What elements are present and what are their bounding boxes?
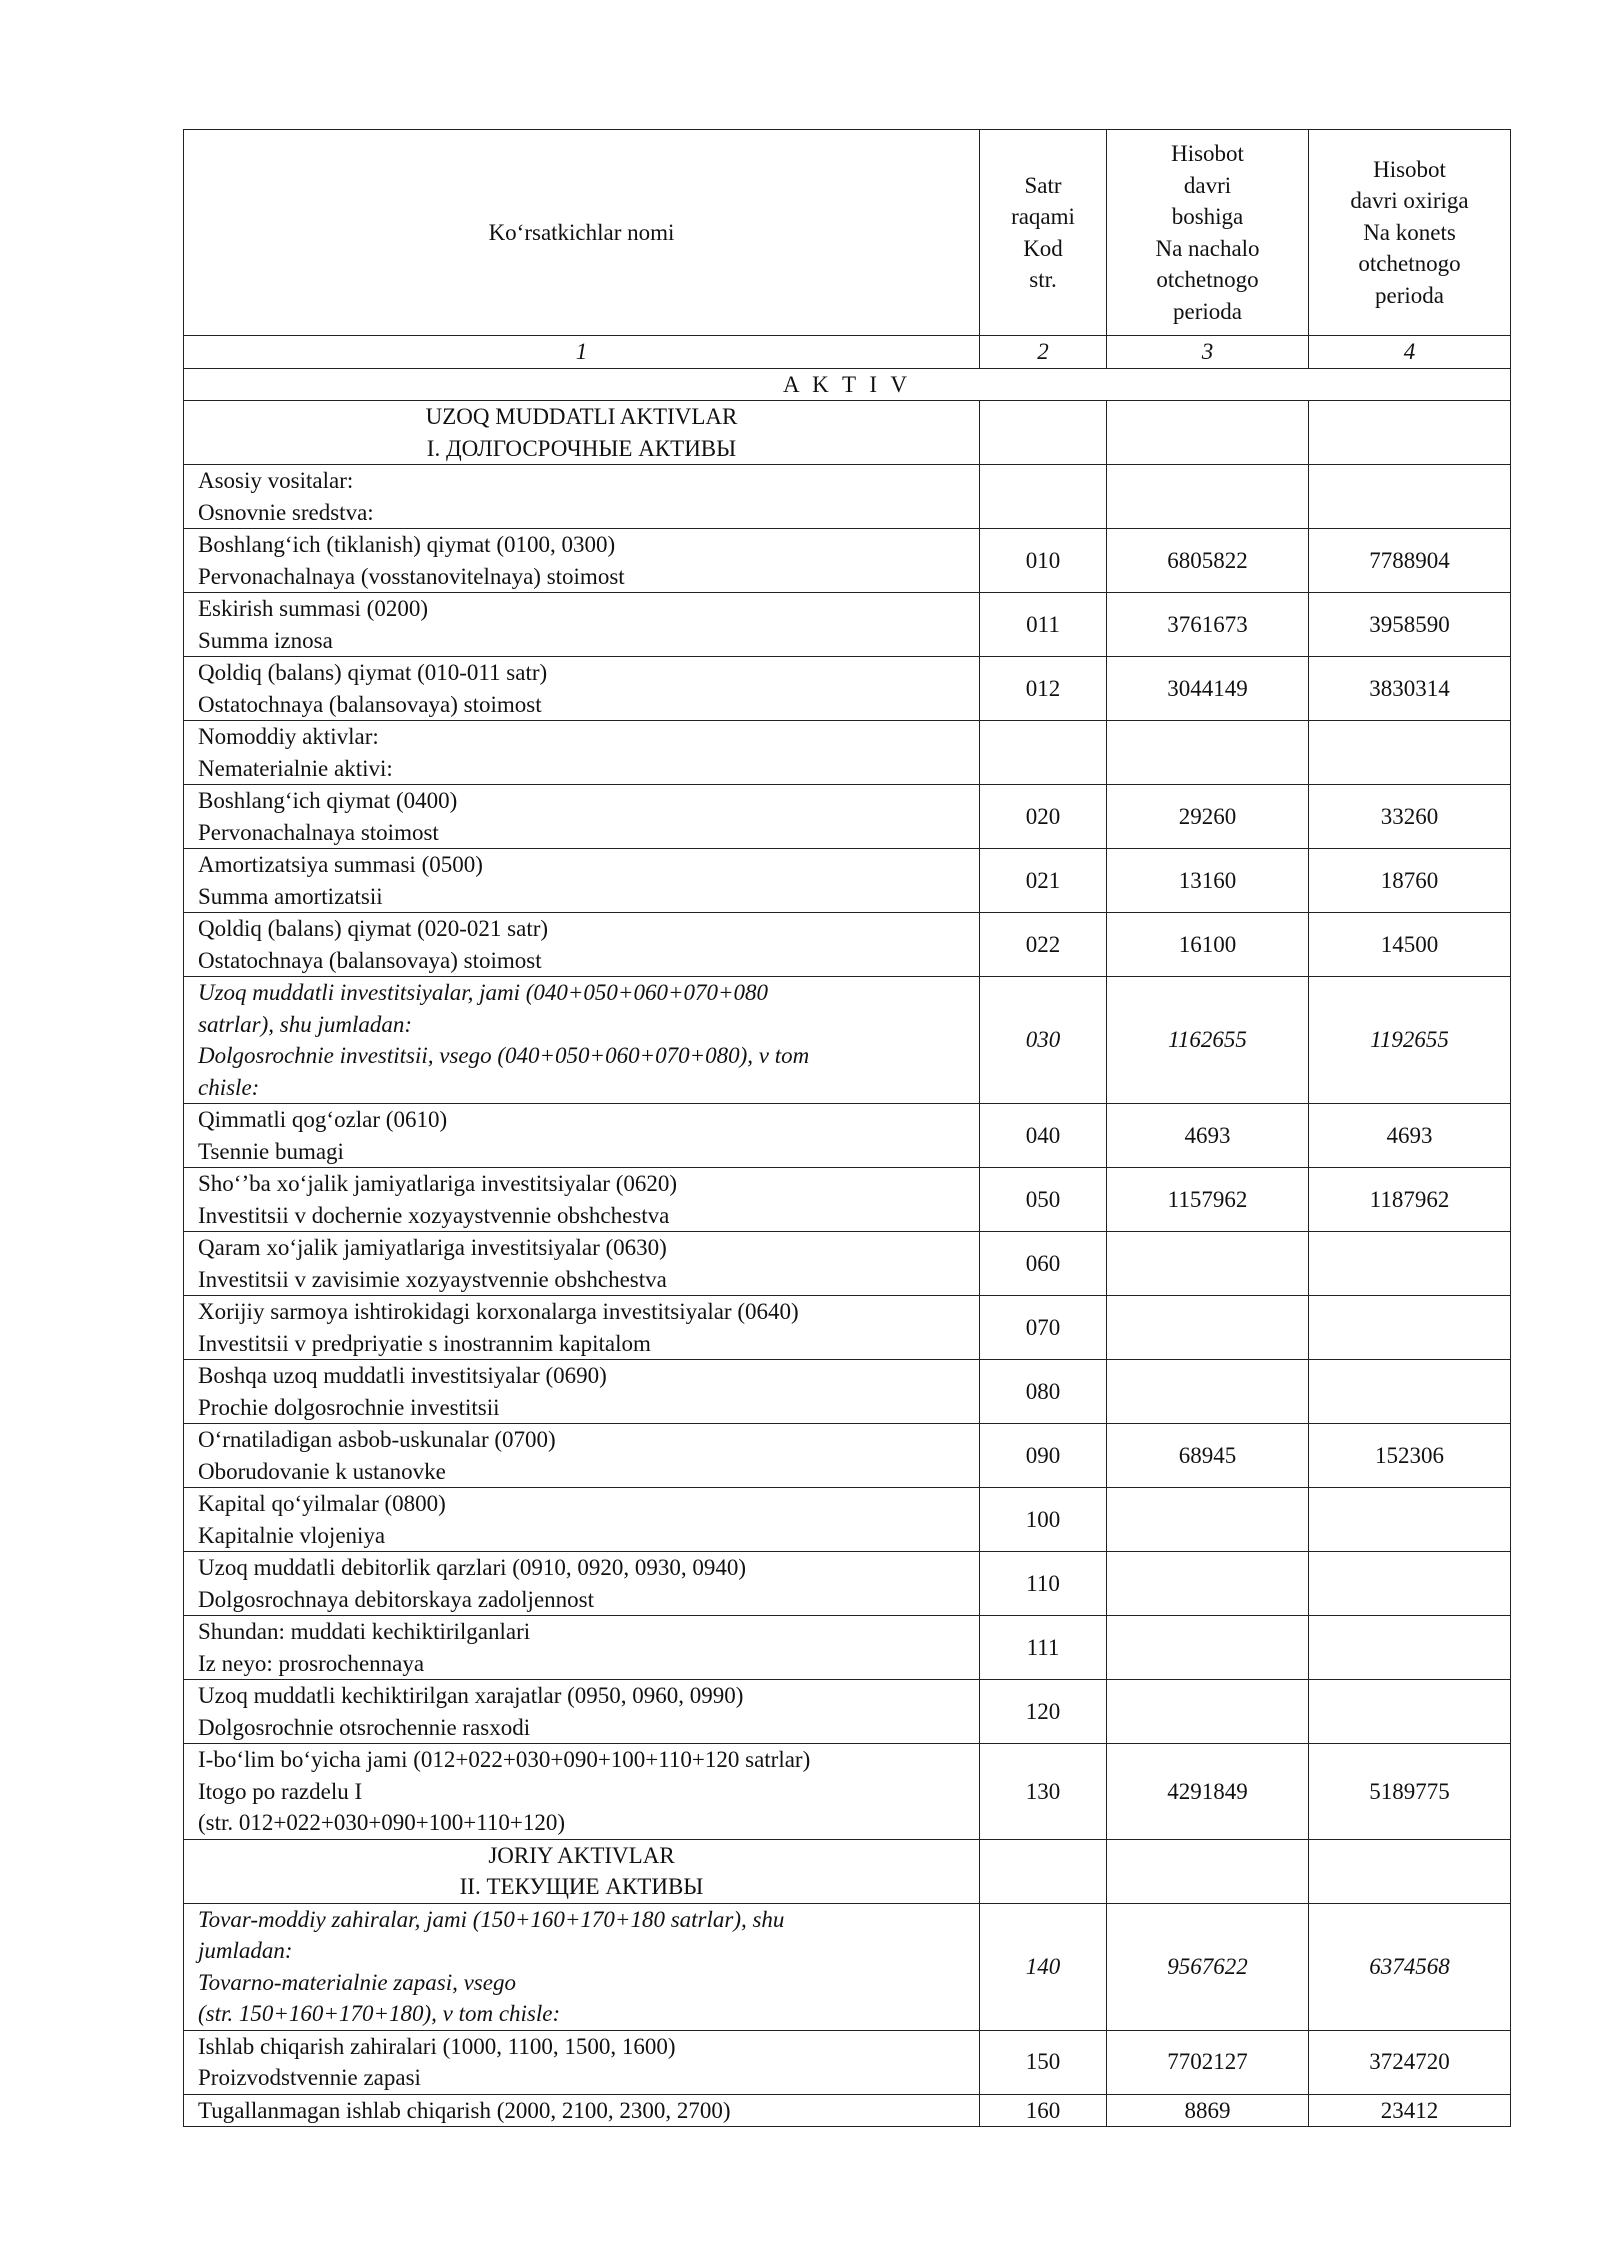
value-period-end [1309, 1680, 1511, 1744]
indicator-name [184, 913, 980, 977]
table-row [184, 913, 1511, 977]
indicator-name-line: Ishlab chiqarish zahiralari (1000, 1100, 1500, 1600) [198, 2033, 676, 2059]
empty-cell [1309, 401, 1511, 465]
line-code: 080 [980, 1360, 1107, 1424]
indicator-name-line: Eskirish summasi (0200) [198, 596, 428, 621]
indicator-name [184, 1903, 980, 2030]
value-period-start [1107, 1360, 1309, 1424]
indicator-name-line: chisle: [198, 1074, 260, 1100]
table-row [184, 1360, 1511, 1424]
header-text-line: otchetnogo [1358, 251, 1461, 277]
indicator-name [184, 1616, 980, 1680]
indicator-name-line: Tovarno-materialnie zapasi, vsego [198, 1969, 516, 1995]
indicator-name-line: Proizvodstvennie zapasi [198, 2065, 421, 2090]
line-code: 130 [980, 1744, 1107, 1840]
value-period-start: 1162655 [1107, 977, 1309, 1104]
value-period-end [1309, 1616, 1511, 1680]
line-code: 110 [980, 1552, 1107, 1616]
indicator-name-line: Qoldiq (balans) qiymat (020-021 satr) [198, 916, 549, 941]
value-period-start [1107, 1680, 1309, 1744]
value-period-start: 6805822 [1107, 529, 1309, 593]
value-period-end [1309, 1232, 1511, 1296]
indicator-name [184, 2094, 980, 2127]
header-text-line: otchetnogo [1156, 267, 1259, 292]
value-period-end [1309, 465, 1511, 529]
value-period-start: 1157962 [1107, 1168, 1309, 1232]
indicator-name-line: Dolgosrochnie otsrochennie rasxodi [198, 1714, 531, 1740]
indicator-name-line: Ostatochnaya (balansovaya) stoimost [198, 947, 542, 973]
value-period-start: 9567622 [1107, 1903, 1309, 2030]
value-period-start: 3761673 [1107, 593, 1309, 657]
indicator-name [184, 1552, 980, 1616]
table-row [184, 2094, 1511, 2127]
indicator-name-line: (str. 012+022+030+090+100+110+120) [198, 1810, 566, 1835]
table-row [184, 1424, 1511, 1488]
indicator-name [184, 1360, 980, 1424]
indicator-name-line: Pervonachalnaya stoimost [198, 819, 439, 845]
value-period-end: 3830314 [1309, 657, 1511, 721]
indicator-name-line: Summa iznosa [198, 627, 333, 653]
value-period-start: 13160 [1107, 849, 1309, 913]
value-period-end: 152306 [1309, 1424, 1511, 1488]
table-row [184, 1616, 1511, 1680]
indicator-name [184, 1168, 980, 1232]
table-row [184, 657, 1511, 721]
indicator-name [184, 593, 980, 657]
empty-cell [1309, 1839, 1511, 1903]
line-code: 111 [980, 1616, 1107, 1680]
table-row [184, 1168, 1511, 1232]
line-code: 021 [980, 849, 1107, 913]
column-number: 4 [1309, 336, 1511, 369]
table-body [184, 401, 1511, 2127]
indicator-name-line: Tsennie bumagi [198, 1138, 344, 1164]
value-period-start: 29260 [1107, 785, 1309, 849]
value-period-end [1309, 1552, 1511, 1616]
indicator-name [184, 1680, 980, 1744]
section-header-row [184, 401, 1511, 465]
header-line-code [980, 130, 1107, 336]
line-code: 010 [980, 529, 1107, 593]
table-row [184, 1104, 1511, 1168]
table-row [184, 977, 1511, 1104]
value-period-start: 4693 [1107, 1104, 1309, 1168]
table-row [184, 1744, 1511, 1840]
column-number-row [184, 336, 1511, 369]
indicator-name-line: Boshqa uzoq muddatli investitsiyalar (0690) [198, 1363, 607, 1388]
indicator-name-line: Boshlang‘ich (tiklanish) qiymat (0100, 0300) [198, 532, 616, 557]
column-number: 3 [1107, 336, 1309, 369]
value-period-start [1107, 1488, 1309, 1552]
value-period-end: 1192655 [1309, 977, 1511, 1104]
value-period-end [1309, 1360, 1511, 1424]
table-row [184, 1552, 1511, 1616]
line-code: 120 [980, 1680, 1107, 1744]
indicator-name [184, 2030, 980, 2094]
balance-sheet-table [183, 129, 1511, 2127]
value-period-start: 68945 [1107, 1424, 1309, 1488]
header-text-line: str. [1029, 267, 1057, 292]
line-code: 100 [980, 1488, 1107, 1552]
indicator-name-line: Xorijiy sarmoya ishtirokidagi korxonalarga investitsiyalar (0640) [198, 1299, 799, 1324]
table-header-row [184, 130, 1511, 336]
value-period-start [1107, 1616, 1309, 1680]
indicator-name-line: Prochie dolgosrochnie investitsii [198, 1394, 500, 1420]
table-row [184, 721, 1511, 785]
header-text-line: raqami [1011, 204, 1075, 229]
header-text-line: Hisobot [1171, 141, 1244, 166]
table-row [184, 593, 1511, 657]
section-title-line: UZOQ MUDDATLI AKTIVLAR [425, 404, 738, 429]
value-period-end: 4693 [1309, 1104, 1511, 1168]
indicator-name [184, 1296, 980, 1360]
line-code: 060 [980, 1232, 1107, 1296]
indicator-name-line: Investitsii v dochernie xozyaystvennie obshchestva [198, 1202, 670, 1228]
line-code: 020 [980, 785, 1107, 849]
table-row [184, 465, 1511, 529]
line-code: 150 [980, 2030, 1107, 2094]
indicator-name-line: Nomoddiy aktivlar: [198, 724, 379, 749]
indicator-name-line: Kapitalnie vlojeniya [198, 1522, 386, 1548]
line-code: 050 [980, 1168, 1107, 1232]
value-period-start: 3044149 [1107, 657, 1309, 721]
line-code: 030 [980, 977, 1107, 1104]
indicator-name-line: Qaram xo‘jalik jamiyatlariga investitsiyalar (0630) [198, 1235, 667, 1260]
header-period-start [1107, 130, 1309, 336]
header-text-line: Na konets [1363, 219, 1456, 245]
indicator-name-line: Pervonachalnaya (vosstanovitelnaya) stoimost [198, 563, 625, 589]
line-code: 022 [980, 913, 1107, 977]
column-number: 1 [184, 336, 980, 369]
line-code: 090 [980, 1424, 1107, 1488]
indicator-name-line: Qoldiq (balans) qiymat (010-011 satr) [198, 660, 548, 685]
value-period-end: 23412 [1309, 2094, 1511, 2127]
table-row [184, 1232, 1511, 1296]
value-period-start: 16100 [1107, 913, 1309, 977]
indicator-name [184, 1744, 980, 1840]
column-number: 2 [980, 336, 1107, 369]
indicator-name-line: Qimmatli qog‘ozlar (0610) [198, 1107, 448, 1132]
indicator-name [184, 529, 980, 593]
header-text-line: Satr [1024, 172, 1062, 198]
indicator-name-line: Amortizatsiya summasi (0500) [198, 852, 483, 877]
indicator-name [184, 849, 980, 913]
indicator-name-line: (str. 150+160+170+180), v tom chisle: [198, 2001, 561, 2026]
section-title-line: JORIY AKTIVLAR [488, 1842, 675, 1868]
value-period-start: 4291849 [1107, 1744, 1309, 1840]
value-period-end: 18760 [1309, 849, 1511, 913]
indicator-name-line: Osnovnie sredstva: [198, 499, 374, 525]
header-text-line: davri oxiriga [1350, 188, 1469, 214]
indicator-name-line: Investitsii v predpriyatie s inostrannim kapitalom [198, 1330, 651, 1356]
header-period-end [1309, 130, 1511, 336]
aktiv-title-row [184, 368, 1511, 401]
value-period-start: 8869 [1107, 2094, 1309, 2127]
value-period-end [1309, 721, 1511, 785]
value-period-end: 5189775 [1309, 1744, 1511, 1840]
table-row [184, 785, 1511, 849]
value-period-end: 1187962 [1309, 1168, 1511, 1232]
indicator-name-line: Shundan: muddati kechiktirilganlari [198, 1619, 531, 1644]
line-code: 140 [980, 1903, 1107, 2030]
header-text-line: perioda [1375, 282, 1444, 308]
indicator-name-line: Uzoq muddatli debitorlik qarzlari (0910, 0920, 0930, 0940) [198, 1555, 747, 1580]
table-row [184, 1680, 1511, 1744]
section-title [184, 401, 980, 465]
line-code: 070 [980, 1296, 1107, 1360]
line-code: 012 [980, 657, 1107, 721]
indicator-name-line: Nematerialnie aktivi: [198, 755, 393, 781]
indicator-name-line: Itogo po razdelu I [198, 1778, 363, 1804]
indicator-name [184, 977, 980, 1104]
indicator-name [184, 1424, 980, 1488]
value-period-end: 3724720 [1309, 2030, 1511, 2094]
indicator-name-line: I-bo‘lim bo‘yicha jami (012+022+030+090+100+110+120 satrlar) [198, 1747, 811, 1772]
empty-cell [1107, 1839, 1309, 1903]
value-period-end: 3958590 [1309, 593, 1511, 657]
table-row [184, 1296, 1511, 1360]
indicator-name-line: Iz neyo: prosrochennaya [198, 1650, 425, 1676]
indicator-name [184, 657, 980, 721]
value-period-end: 33260 [1309, 785, 1511, 849]
indicator-name [184, 1104, 980, 1168]
empty-cell [1107, 401, 1309, 465]
table-row [184, 2030, 1511, 2094]
value-period-start [1107, 1552, 1309, 1616]
indicator-name-line: jumladan: [198, 1938, 293, 1963]
value-period-end: 6374568 [1309, 1903, 1511, 2030]
indicator-name [184, 721, 980, 785]
table-row [184, 849, 1511, 913]
value-period-end: 7788904 [1309, 529, 1511, 593]
indicator-name [184, 785, 980, 849]
indicator-name-line: Ostatochnaya (balansovaya) stoimost [198, 691, 542, 717]
header-text-line: perioda [1173, 298, 1242, 324]
table-row [184, 1903, 1511, 2030]
indicator-name-line: Kapital qo‘yilmalar (0800) [198, 1491, 446, 1516]
section-title-line: II. ТЕКУЩИЕ АКТИВЫ [459, 1874, 704, 1899]
empty-cell [980, 401, 1107, 465]
indicator-name-line: Sho‘’ba xo‘jalik jamiyatlariga investitsiyalar (0620) [198, 1171, 678, 1196]
header-text-line: Kod [1023, 235, 1063, 261]
header-indicator-name: Ko‘rsatkichlar nomi [184, 130, 980, 336]
value-period-start [1107, 465, 1309, 529]
indicator-name-line: Uzoq muddatli investitsiyalar, jami (040+050+060+070+080 [198, 980, 768, 1005]
indicator-name-line: Summa amortizatsii [198, 883, 383, 909]
indicator-name-line: satrlar), shu jumladan: [198, 1011, 413, 1037]
indicator-name-line: Oborudovanie k ustanovke [198, 1458, 446, 1484]
table-row [184, 529, 1511, 593]
value-period-end: 14500 [1309, 913, 1511, 977]
indicator-name-line: Dolgosrochnie investitsii, vsego (040+050+060+070+080), v tom [198, 1043, 810, 1068]
header-text-line: Na nachalo [1155, 235, 1260, 261]
line-code: 160 [980, 2094, 1107, 2127]
header-text-line: Hisobot [1373, 156, 1446, 182]
indicator-name-line: Asosiy vositalar: [198, 468, 354, 493]
indicator-name-line: O‘rnatiladigan asbob-uskunalar (0700) [198, 1427, 556, 1452]
table-row [184, 1488, 1511, 1552]
empty-cell [980, 1839, 1107, 1903]
line-code [980, 465, 1107, 529]
indicator-name-line: Investitsii v zavisimie xozyaystvennie obshchestva [198, 1266, 667, 1292]
indicator-name [184, 465, 980, 529]
value-period-start [1107, 1296, 1309, 1360]
header-text-line: boshiga [1171, 204, 1244, 229]
indicator-name-line: Boshlang‘ich qiymat (0400) [198, 788, 458, 813]
indicator-name [184, 1232, 980, 1296]
section-title-line: I. ДОЛГОСРОЧНЫЕ АКТИВЫ [426, 435, 737, 461]
line-code: 040 [980, 1104, 1107, 1168]
line-code [980, 721, 1107, 785]
value-period-start [1107, 721, 1309, 785]
value-period-start [1107, 1232, 1309, 1296]
header-text-line: davri [1183, 172, 1232, 198]
section-title [184, 1839, 980, 1903]
indicator-name [184, 1488, 980, 1552]
indicator-name-line: Tovar-moddiy zahiralar, jami (150+160+170+180 satrlar), shu [198, 1906, 785, 1932]
indicator-name-line: Uzoq muddatli kechiktirilgan xarajatlar (0950, 0960, 0990) [198, 1683, 744, 1708]
indicator-name-line: Dolgosrochnaya debitorskaya zadoljennost [198, 1586, 594, 1612]
section-header-row [184, 1839, 1511, 1903]
value-period-end [1309, 1488, 1511, 1552]
value-period-end [1309, 1296, 1511, 1360]
aktiv-title: A K T I V [184, 368, 1511, 401]
value-period-start: 7702127 [1107, 2030, 1309, 2094]
line-code: 011 [980, 593, 1107, 657]
indicator-name-line: Tugallanmagan ishlab chiqarish (2000, 2100, 2300, 2700) [198, 2097, 731, 2123]
